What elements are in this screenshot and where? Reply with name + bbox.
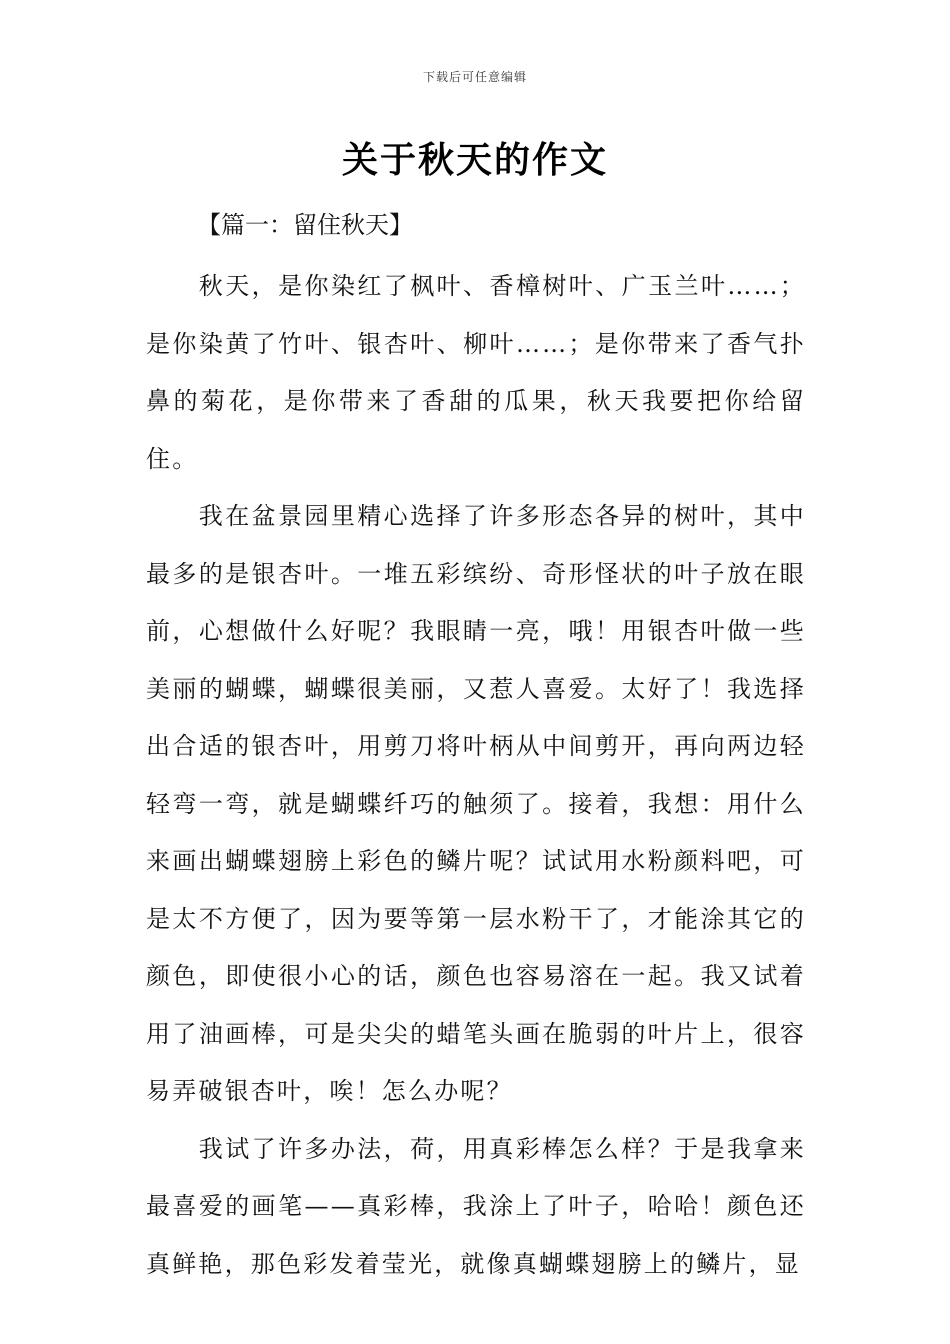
header-note: 下载后可任意编辑 [422, 70, 527, 84]
paragraph-3: 我试了许多办法，荷，用真彩棒怎么样？于是我拿来最喜爱的画笔——真彩棒，我涂上了叶子，哈哈！颜色还真鲜艳，那色彩发着莹光，就像真蝴蝶翅膀上的鳞片，显 [146, 1134, 806, 1278]
paragraph-1: 秋天，是你染红了枫叶、香樟树叶、广玉兰叶……；是你染黄了竹叶、银杏叶、柳叶……；是你带来了香气扑鼻的菊花，是你带来了香甜的瓜果，秋天我要把你给留住。 [146, 272, 806, 473]
document-title: 关于秋天的作文 [341, 140, 608, 181]
document-body [146, 258, 806, 1293]
paragraph-2: 我在盆景园里精心选择了许多形态各异的树叶，其中最多的是银杏叶。一堆五彩缤纷、奇形怪状的叶子放在眼前，心想做什么好呢？我眼睛一亮，哦！用银杏叶做一些美丽的蝴蝶，蝴蝶很美丽，又惹人喜爱。太好了！我选择出合适的银杏叶，用剪刀将叶柄从中间剪开，再向两边轻轻弯一弯，就是蝴蝶纤巧的触须了。接着，我想：用什么来画出蝴蝶翅膀上彩色的鳞片呢？试试用水粉颜料吧，可是太不方便了，因为要等第一层水粉干了，才能涂其它的颜色，即使很小心的话，颜色也容易溶在一起。我又试着用了油画棒，可是尖尖的蜡笔头画在脆弱的叶片上，很容易弄破银杏叶，唉！怎么办呢？ [146, 502, 806, 1105]
section-heading: 【篇一：留住秋天】 [197, 211, 413, 239]
